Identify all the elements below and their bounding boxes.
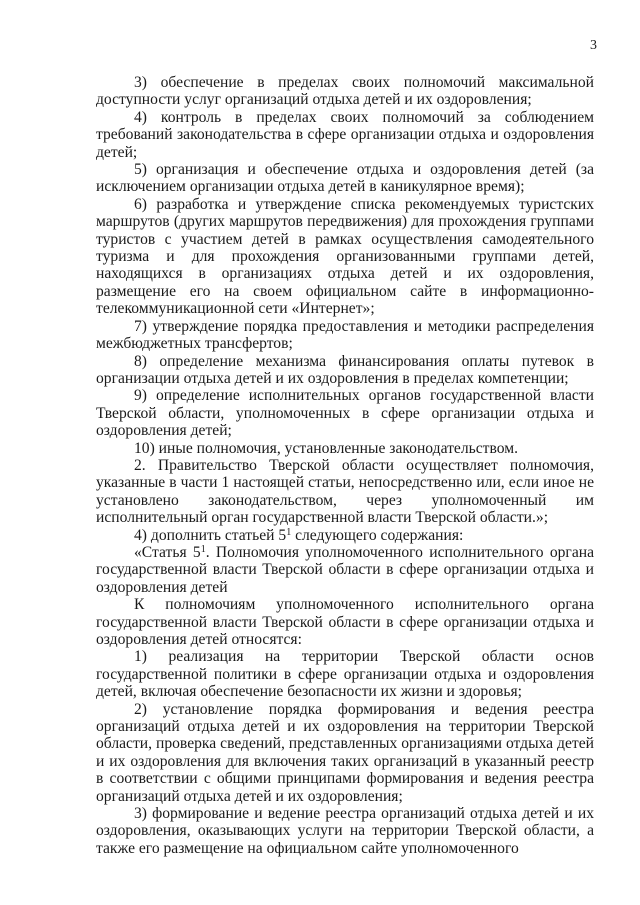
paragraph-item-7: 7) утверждение порядка предоставления и методики распределения межбюджетных трансфертов; xyxy=(96,317,594,353)
amendment-item-4 xyxy=(96,527,594,544)
paragraph-item-4: 4) контроль в пределах своих полномочий за соблюдением требований законодательства в сфере организации отдыха и оздоровления детей; xyxy=(96,108,594,161)
paragraph-power-2: 2) установление порядка формирования и ведения реестра организаций отдыха детей и их оздоровления на территории Тверской области, проверка сведений, представленных организациями отдыха детей и их оздоровления для включения таких организаций в указанный реестр в соответствии с общими принципами формирования и ведения реестра организаций отдыха детей и их оздоровления; xyxy=(96,700,594,805)
page-number: 3 xyxy=(590,38,597,53)
paragraph-item-3: 3) обеспечение в пределах своих полномочий максимальной доступности услуг организаций отдыха детей и их оздоровления; xyxy=(96,74,594,109)
paragraph-powers-intro: К полномочиям уполномоченного исполнительного органа государственной власти Тверской области в сфере организации отдыха и оздоровления детей относятся: xyxy=(96,596,594,648)
amendment-item-4-superscript: 1 xyxy=(286,526,292,538)
paragraph-power-3: 3) формирование и ведение реестра организаций отдыха детей и их оздоровления, оказывающих услуги на территории Тверской области, а также его размещение на официальном сайте уполномоченного xyxy=(96,805,594,857)
paragraph-power-1: 1) реализация на территории Тверской области основ государственной политики в сфере организации отдыха и оздоровления детей, включая обеспечение безопасности их жизни и здоровья; xyxy=(96,648,594,701)
paragraph-item-8: 8) определение механизма финансирования оплаты путевок в организации отдыха детей и их оздоровления в пределах компетенции; xyxy=(96,352,594,387)
paragraph-part-2: 2. Правительство Тверской области осуществляет полномочия, указанные в части 1 настоящей статьи, непосредственно или, если иное не установлено законодательством, через уполномоченный им исполнительный орган государственной власти Тверской области.»; xyxy=(96,456,594,527)
paragraph-item-5: 5) организация и обеспечение отдыха и оздоровления детей (за исключением организации отдыха детей в каникулярное время); xyxy=(96,161,594,196)
article-heading xyxy=(96,544,594,596)
amendment-item-4-suffix: следующего содержания: xyxy=(291,526,464,544)
article-heading-prefix: «Статья 5 xyxy=(134,543,201,561)
amendment-item-4-prefix: 4) дополнить статьей 5 xyxy=(134,526,287,544)
article-heading-suffix: . Полномочия уполномоченного исполнительного органа государственной власти Тверской области в сфере организации отдыха и оздоровления детей xyxy=(96,543,595,596)
paragraph-item-9: 9) определение исполнительных органов государственной власти Тверской области, уполномоченных в сфере организации отдыха и оздоровления детей; xyxy=(96,387,594,440)
paragraph-item-6: 6) разработка и утверждение списка рекомендуемых туристских маршрутов (других маршрутов передвижения) для прохождения группами туристов с участием детей в рамках осуществления самодеятельного туризма и для прохождения организованными группами детей, находящихся в организациях отдыха детей и их оздоровления, размещение его на своем официальном сайте в информационно-телекоммуникационной сети «Интернет»; xyxy=(96,195,594,318)
paragraph-item-10: 10) иные полномочия, установленные законодательством. xyxy=(134,439,518,457)
article-heading-superscript: 1 xyxy=(200,543,206,555)
document-body xyxy=(96,74,594,857)
